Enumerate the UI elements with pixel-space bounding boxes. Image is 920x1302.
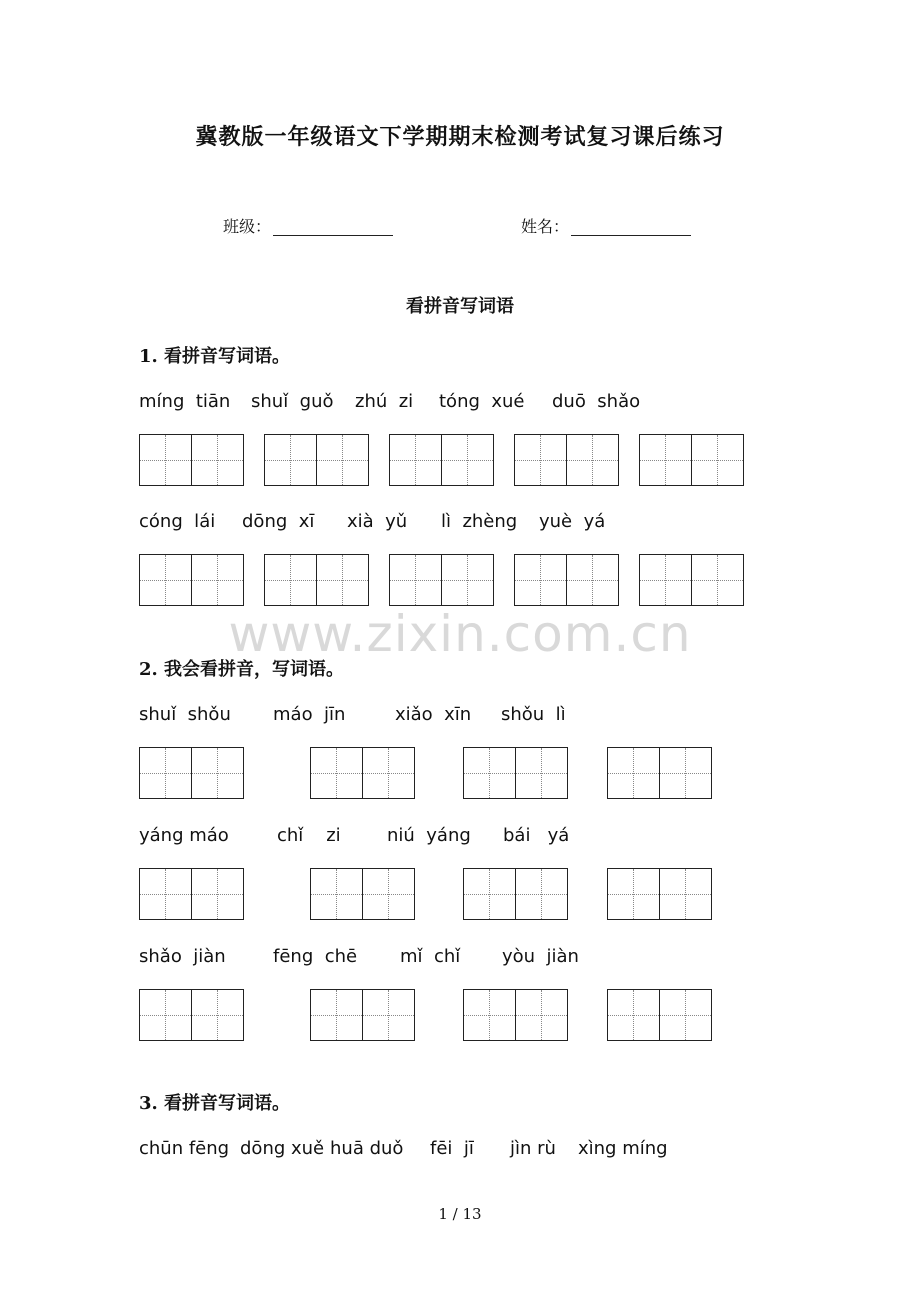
pinyin: chūn fēng xyxy=(139,1138,230,1159)
writing-grid xyxy=(264,554,369,606)
pinyin: zhú zi xyxy=(355,391,414,412)
pinyin: máo jīn xyxy=(273,704,346,725)
watermark: www.zixin.com.cn xyxy=(228,605,692,663)
pinyin: tóng xué xyxy=(439,391,525,412)
pinyin: huā duǒ xyxy=(330,1138,404,1159)
writing-grid xyxy=(139,868,244,920)
writing-grid xyxy=(310,868,415,920)
question-2-label: 2. 我会看拼音，写词语。 xyxy=(139,659,345,680)
section-title: 看拼音写词语 xyxy=(406,296,514,317)
pinyin: bái yá xyxy=(503,825,570,846)
writing-grid xyxy=(607,989,712,1041)
pinyin: fēi jī xyxy=(430,1138,474,1159)
writing-grid xyxy=(139,554,244,606)
writing-grid xyxy=(389,554,494,606)
question-1-label: 1. 看拼音写词语。 xyxy=(139,346,291,367)
writing-grid xyxy=(463,747,568,799)
pinyin: xiǎo xīn xyxy=(395,704,472,725)
writing-grid xyxy=(139,434,244,486)
name-blank xyxy=(571,217,691,236)
pinyin: lì zhèng xyxy=(441,511,518,532)
pinyin: jìn rù xyxy=(510,1138,556,1159)
writing-grid xyxy=(463,989,568,1041)
writing-grid xyxy=(607,747,712,799)
pinyin: fēng chē xyxy=(273,946,358,967)
pinyin: shǎo jiàn xyxy=(139,946,226,967)
writing-grid xyxy=(607,868,712,920)
pinyin: xià yǔ xyxy=(347,511,408,532)
pinyin: xìng míng xyxy=(578,1138,668,1159)
document-title: 冀教版一年级语文下学期期末检测考试复习课后练习 xyxy=(195,124,725,150)
pinyin: shǒu lì xyxy=(501,704,566,725)
writing-grid xyxy=(514,554,619,606)
writing-grid xyxy=(139,747,244,799)
writing-grid xyxy=(310,989,415,1041)
name-label: 姓名： xyxy=(521,217,570,236)
pinyin: yuè yá xyxy=(539,511,606,532)
pinyin: chǐ zi xyxy=(277,825,341,846)
pinyin: yòu jiàn xyxy=(502,946,579,967)
pinyin: dōng xuě xyxy=(240,1138,325,1159)
pinyin: yáng máo xyxy=(139,825,229,846)
question-3-label: 3. 看拼音写词语。 xyxy=(139,1093,291,1114)
writing-grid xyxy=(310,747,415,799)
writing-grid xyxy=(639,554,744,606)
writing-grid xyxy=(389,434,494,486)
pinyin: cóng lái xyxy=(139,511,216,532)
class-label: 班级： xyxy=(223,217,272,236)
pinyin: míng tiān xyxy=(139,391,231,412)
page-number: 1 / 13 xyxy=(438,1205,482,1223)
writing-grid xyxy=(463,868,568,920)
pinyin: niú yáng xyxy=(387,825,471,846)
writing-grid xyxy=(264,434,369,486)
writing-grid xyxy=(514,434,619,486)
pinyin: mǐ chǐ xyxy=(400,946,461,967)
pinyin: dōng xī xyxy=(242,511,315,532)
class-field xyxy=(223,214,393,237)
writing-grid xyxy=(639,434,744,486)
class-blank xyxy=(273,217,393,236)
pinyin: duō shǎo xyxy=(552,391,641,412)
pinyin: shuǐ guǒ xyxy=(251,391,334,412)
pinyin: shuǐ shǒu xyxy=(139,704,231,725)
name-field xyxy=(521,214,691,237)
writing-grid xyxy=(139,989,244,1041)
